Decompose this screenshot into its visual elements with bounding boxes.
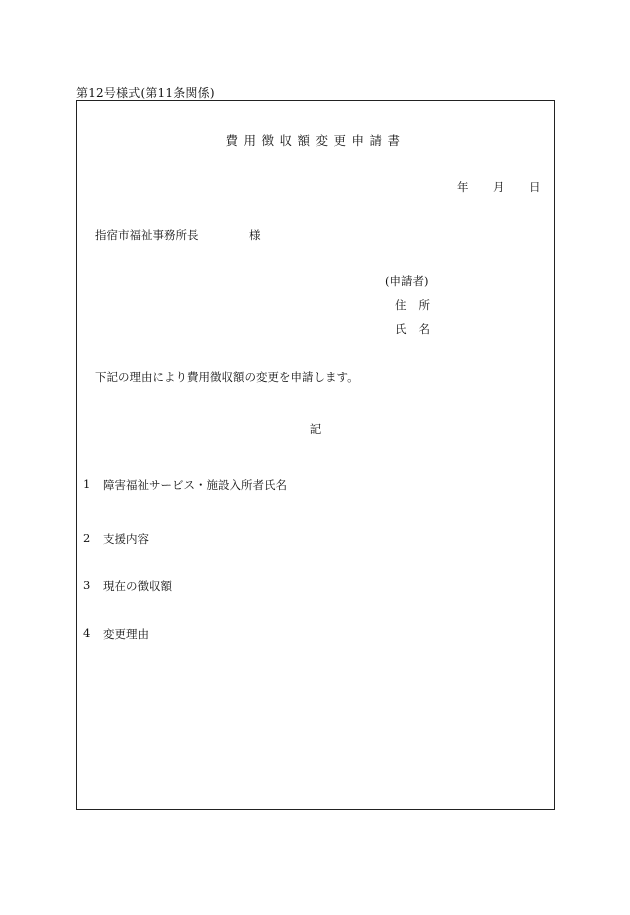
honorific: 様 bbox=[249, 228, 261, 242]
applicant-label: (申請者) bbox=[385, 274, 429, 288]
date-month-label: 月 bbox=[493, 180, 505, 194]
form-title: 費用徴収額変更申請書 bbox=[225, 133, 406, 148]
ki-heading: 記 bbox=[309, 422, 322, 436]
addressee: 指宿市福祉事務所長 bbox=[95, 228, 199, 242]
item-label-2: 支援内容 bbox=[103, 532, 149, 546]
application-form bbox=[76, 100, 555, 810]
request-statement: 下記の理由により費用徴収額の変更を申請します。 bbox=[95, 370, 359, 384]
item-label-4: 変更理由 bbox=[103, 627, 149, 641]
item-number-1: 1 bbox=[83, 477, 91, 491]
item-label-1: 障害福祉サービス・施設入所者氏名 bbox=[103, 478, 287, 492]
form-number: 第12号様式(第11条関係) bbox=[76, 86, 215, 100]
item-number-2: 2 bbox=[83, 531, 91, 545]
item-number-4: 4 bbox=[83, 626, 91, 640]
item-number-3: 3 bbox=[83, 578, 91, 592]
date-year-label: 年 bbox=[457, 180, 469, 194]
address-label: 住所 bbox=[395, 298, 442, 312]
item-label-3: 現在の徴収額 bbox=[103, 579, 172, 593]
name-label: 氏名 bbox=[395, 322, 442, 336]
date-day-label: 日 bbox=[529, 180, 541, 194]
